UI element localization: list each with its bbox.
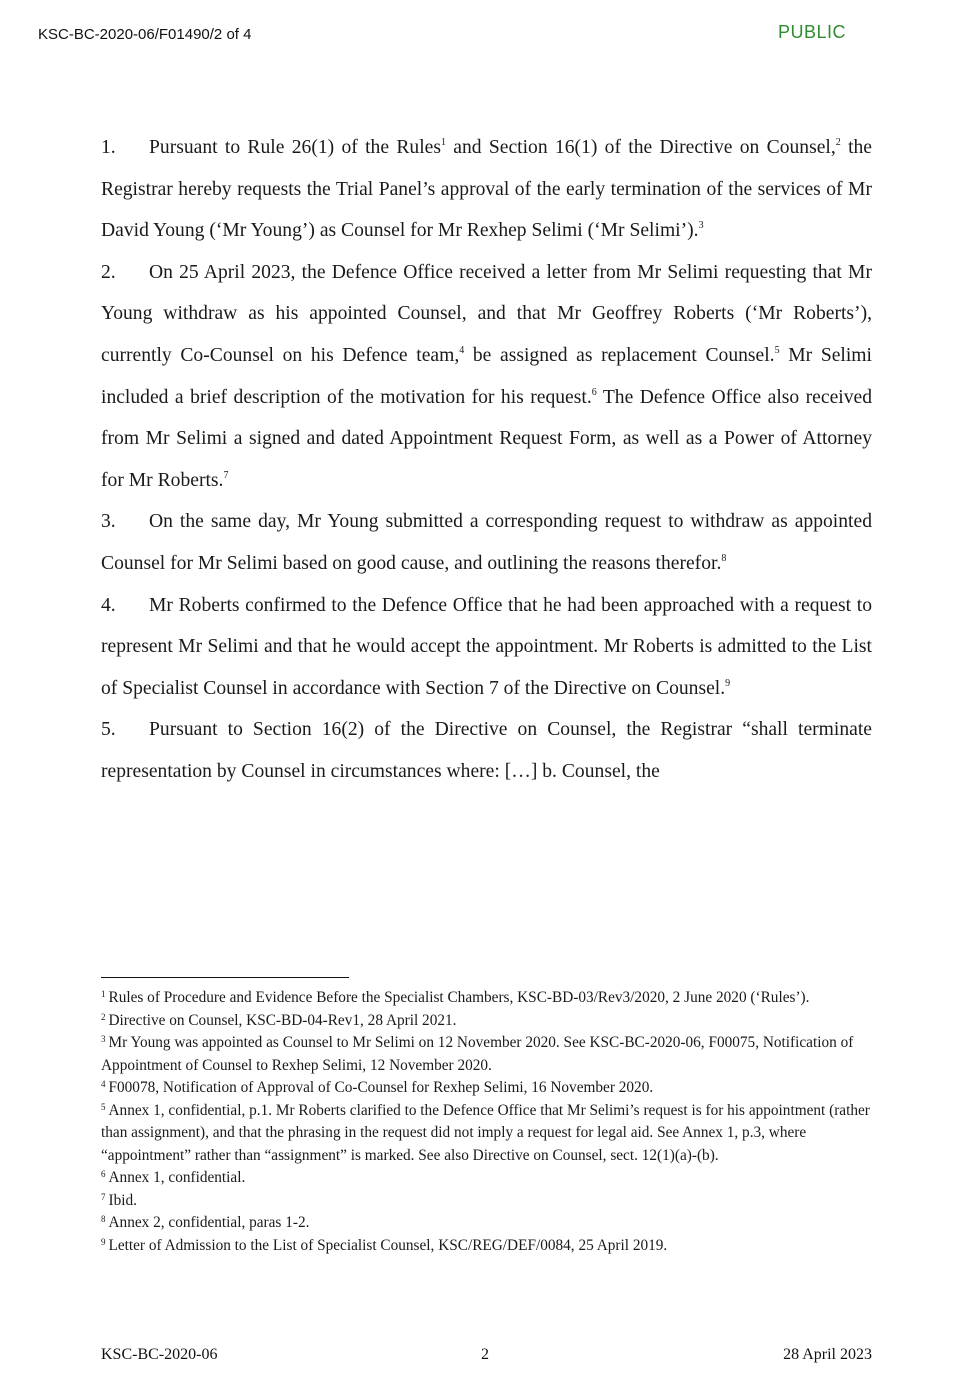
footnote [101, 1010, 872, 1033]
paragraph-text: On the same day, Mr Young submitted a corresponding request to withdraw as appointed Counsel for Mr Selimi based on good cause, and outlining the reasons therefor. [101, 511, 872, 574]
page-header-id: KSC-BC-2020-06/F01490/2 of 4 [38, 26, 252, 43]
footnote-mark: 7 [101, 1191, 106, 1202]
footnote-text: Rules of Procedure and Evidence Before the Specialist Chambers, KSC-BD-03/Rev3/2020, 2 June 2020 (‘Rules’). [108, 989, 810, 1006]
paragraph-text: be assigned as replacement Counsel. [464, 344, 775, 366]
footnote-mark: 1 [101, 989, 106, 999]
paragraph-number: 3. [101, 511, 116, 533]
footnote-mark: 5 [101, 1101, 106, 1112]
footnotes [101, 987, 872, 1257]
footnote-reference: 5 [774, 344, 780, 356]
footnote-reference: 9 [725, 677, 731, 689]
footnote-text: Letter of Admission to the List of Specialist Counsel, KSC/REG/DEF/0084, 25 April 2019. [108, 1236, 668, 1254]
footnote [101, 1212, 872, 1235]
footnote-text: Annex 1, confidential. [108, 1169, 246, 1186]
footnote [101, 987, 872, 1010]
paragraph-text: Mr Selimi included a brief description of the motivation for his request. [101, 344, 872, 408]
footnote-text: Annex 1, confidential, p.1. Mr Roberts clarified to the Defence Office that Mr Selimi’s request is for his appointment (rather than assignment), and that the phrasing in the request did not imply a request for legal aid. See Annex 1, p.3, where “appointment” rather than “assignment” is marked. See also Directive on Counsel, sect. 12(1)(a)-(b). [101, 1101, 870, 1164]
footnote-mark: 4 [101, 1079, 106, 1089]
paragraph-text: The Defence Office also received from Mr Selimi a signed and dated Appointment Request Form, as well as a Power of Attorney for Mr Roberts. [101, 386, 873, 491]
footnote-mark: 8 [101, 1214, 106, 1224]
footnote-text: F00078, Notification of Approval of Co-Counsel for Rexhep Selimi, 16 November 2020. [108, 1079, 654, 1096]
footnote-reference: 1 [440, 137, 446, 148]
footer-date: 28 April 2023 [783, 1346, 872, 1363]
footnote [101, 1167, 872, 1190]
paragraph [101, 709, 872, 792]
paragraph-number: 4. [101, 594, 116, 616]
footnote-reference: 3 [698, 220, 704, 232]
footnote-reference: 6 [591, 386, 597, 398]
footnote-reference: 7 [223, 469, 229, 481]
paragraph-text: On 25 April 2023, the Defence Office received a letter from Mr Selimi requesting that Mr Young withdraw as his appointed Counsel, and that Mr Geoffrey Roberts (‘Mr Roberts’), currently Co-Counsel on his Defence team, [101, 261, 872, 366]
footnote [101, 1032, 872, 1077]
paragraph-text: Mr Roberts confirmed to the Defence Office that he had been approached with a request to represent Mr Selimi and that he would accept the appointment. Mr Roberts is admitted to the List of Specialist Counsel in accordance with Section 7 of the Directive on Counsel. [101, 594, 872, 699]
classification-label: PUBLIC [778, 22, 847, 42]
footnote [101, 1190, 872, 1213]
paragraph-number: 1. [101, 137, 116, 158]
paragraph-number: 2. [101, 261, 116, 283]
footnote-divider [101, 977, 349, 978]
footer-case-number: KSC-BC-2020-06 [101, 1346, 218, 1363]
paragraph [101, 252, 872, 502]
footnote [101, 1100, 872, 1168]
footnote-mark: 2 [101, 1011, 106, 1022]
footer-page-number: 2 [481, 1346, 489, 1363]
footnote-reference: 8 [721, 552, 727, 564]
footnote-reference: 4 [459, 344, 465, 356]
paragraph-text: the Registrar hereby requests the Trial Panel’s approval of the early termination of the services of Mr David Young (‘Mr Young’) as Counsel for Mr Rexhep Selimi (‘Mr Selimi’). [101, 137, 873, 242]
paragraph [101, 501, 872, 584]
body-text [101, 127, 872, 793]
paragraph [101, 127, 872, 252]
footnote [101, 1077, 872, 1100]
paragraph-number: 5. [101, 719, 116, 741]
footnote-text: Ibid. [108, 1191, 137, 1209]
paragraph-text: and Section 16(1) of the Directive on Counsel, [445, 137, 836, 158]
paragraph-text: Pursuant to Rule 26(1) of the Rules [149, 137, 441, 158]
footnote-reference: 2 [835, 137, 841, 148]
footnote-text: Directive on Counsel, KSC-BD-04-Rev1, 28 April 2021. [108, 1011, 457, 1029]
paragraph [101, 585, 872, 710]
footnote-mark: 3 [101, 1034, 106, 1044]
footnote-mark: 9 [101, 1236, 106, 1247]
paragraph-text: Pursuant to Section 16(2) of the Directive on Counsel, the Registrar “shall terminate representation by Counsel in circumstances where: […] b. Counsel, the [101, 719, 872, 782]
footnote [101, 1235, 872, 1258]
footnote-text: Annex 2, confidential, paras 1-2. [108, 1214, 310, 1231]
footnote-mark: 6 [101, 1169, 106, 1179]
footnote-text: Mr Young was appointed as Counsel to Mr Selimi on 12 November 2020. See KSC-BC-2020-06, F00075, Notification of Appointment of Counsel to Rexhep Selimi, 12 November 2020. [101, 1034, 854, 1074]
